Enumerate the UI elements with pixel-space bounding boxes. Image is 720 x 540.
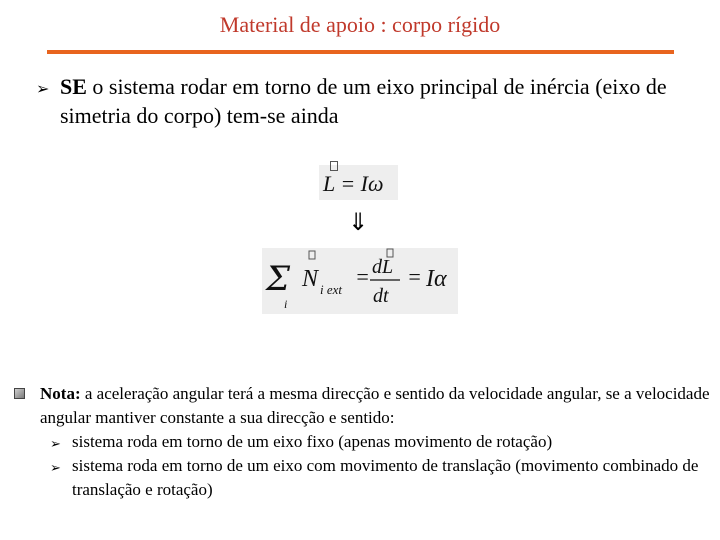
note-label: Nota: — [40, 384, 81, 403]
note-block — [14, 382, 714, 502]
svg-text:Σ: Σ — [266, 259, 291, 299]
list-item-text: sistema roda em torno de um eixo com movimento de translação (movimento combinado de translação e rotação) — [72, 456, 699, 499]
square-bullet-icon — [14, 388, 25, 399]
svg-text:dt: dt — [373, 285, 389, 307]
svg-text:i: i — [284, 297, 288, 311]
list-item — [50, 430, 714, 454]
list-item-text: sistema roda em torno de um eixo fixo (apenas movimento de rotação) — [72, 432, 553, 451]
equation-torque-graphic — [262, 248, 458, 314]
note-text — [40, 382, 714, 430]
bullet-principal-axis — [36, 72, 696, 130]
svg-text:=: = — [355, 264, 370, 289]
arrow-bullet-icon: ➢ — [50, 461, 61, 476]
bullet-body: o sistema rodar em torno de um eixo principal de inércia (eixo de simetria do corpo) tem-se ainda — [60, 74, 667, 128]
title-underline — [47, 50, 674, 54]
arrow-bullet-icon: ➢ — [36, 79, 50, 98]
svg-text:Iα: Iα — [426, 266, 447, 292]
implies-arrow-icon: ⇓ — [348, 208, 369, 236]
svg-text:N: N — [302, 266, 319, 292]
equation-angular-momentum — [319, 165, 398, 200]
page-title: Material de apoio : corpo rígido — [219, 12, 501, 37]
vector-mark-icon — [330, 161, 338, 171]
arrow-bullet-icon: ➢ — [50, 437, 61, 452]
svg-text:dL: dL — [372, 256, 394, 278]
bullet-text — [60, 72, 696, 130]
equation-torque — [262, 248, 458, 314]
bullet-bold: SE — [60, 74, 87, 99]
svg-text:=: = — [407, 264, 422, 289]
equation-1-text: L = Iω — [323, 171, 384, 196]
note-body: a aceleração angular terá a mesma direcção e sentido da velocidade angular, se a velocidade angular mantiver constante a sua direcção e sentido: — [40, 384, 710, 427]
list-item — [50, 454, 714, 502]
svg-text:i ext: i ext — [320, 282, 343, 297]
